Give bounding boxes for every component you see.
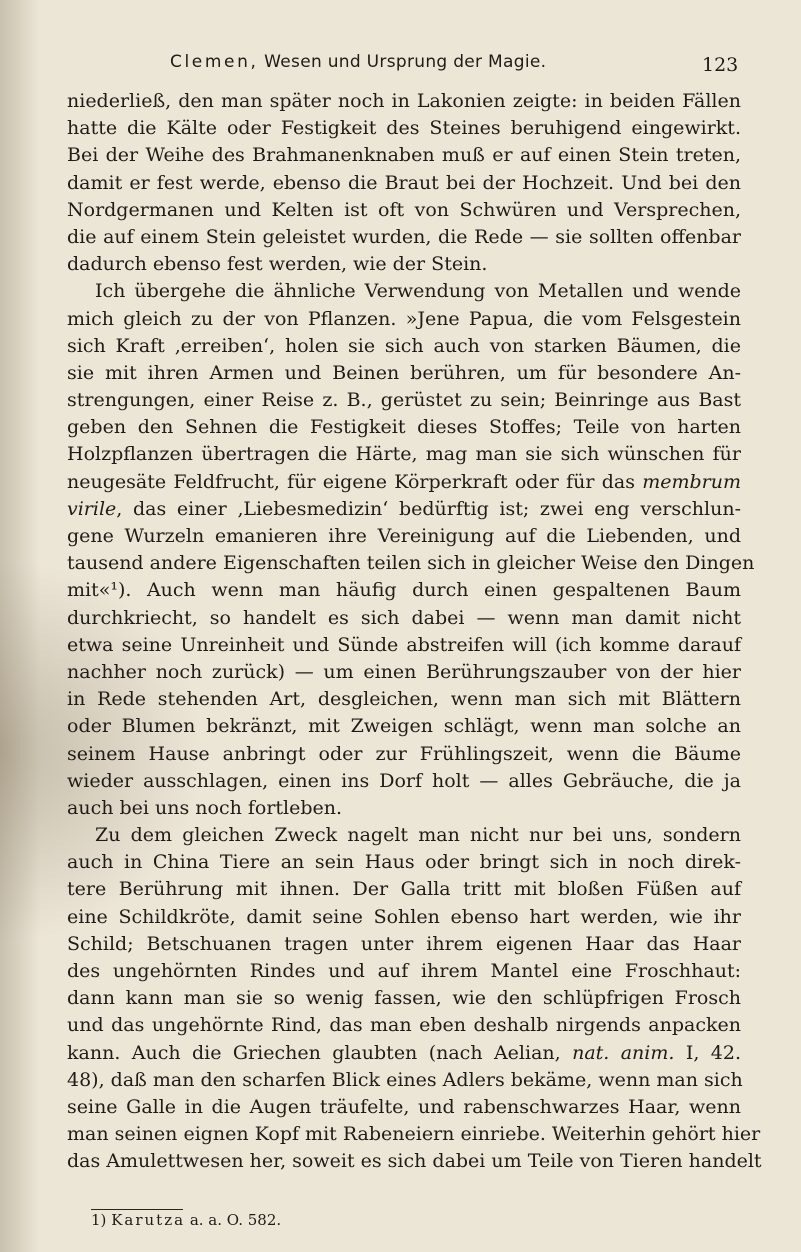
text-line: Bei der Weihe des Brahmanenknaben muß er auf einen Stein treten, <box>67 144 741 167</box>
header-author: Clemen, <box>170 52 259 72</box>
running-header <box>170 52 546 72</box>
text-line: Holzpflanzen übertragen die Härte, mag man sie sich wünschen für <box>67 443 741 466</box>
text-line: Zu dem gleichen Zweck nagelt man nicht nur bei uns, sondern <box>95 824 741 847</box>
body-text <box>67 88 762 1176</box>
text-line: mit«¹). Auch wenn man häufig durch einen gespaltenen Baum <box>67 579 741 602</box>
text-line: des ungehörnten Rindes und auf ihrem Mantel eine Froschhaut: <box>67 960 741 982</box>
text-line: mich gleich zu der von Pflanzen. »Jene Papua, die vom Felsgestein <box>67 307 741 330</box>
header-title: Wesen und Ursprung der Magie. <box>264 52 547 72</box>
text-line: auch in China Tiere an sein Haus oder bringt sich in noch direk- <box>67 851 741 874</box>
text-line: Ich übergehe die ähnliche Verwendung von Metallen und wende <box>95 280 741 303</box>
text-line: das Amulettwesen her, soweit es sich dabei um Teile von Tieren handelt <box>67 1150 762 1173</box>
text-line: die auf einem Stein geleistet wurden, die Rede — sie sollten offenbar <box>67 225 741 248</box>
text-line: oder Blumen bekränzt, mit Zweigen schlägt, wenn man solche an <box>67 715 741 738</box>
text-line: auch bei uns noch fortleben. <box>67 796 343 819</box>
text-line: in Rede stehenden Art, desgleichen, wenn man sich mit Blättern <box>67 688 741 711</box>
text-line: Nordgermanen und Kelten ist oft von Schwüren und Versprechen, <box>67 198 741 221</box>
text-line: tausend andere Eigenschaften teilen sich in gleicher Weise den Dingen <box>67 552 755 575</box>
text-line: tere Berührung mit ihnen. Der Galla tritt mit bloßen Füßen auf <box>67 878 741 901</box>
page-number: 123 <box>702 54 739 76</box>
text-line: neugesäte Feldfrucht, für eigene Körperkraft oder für das membrum <box>67 470 741 493</box>
text-line: dann kann man sie so wenig fassen, wie den schlüpfrigen Frosch <box>67 987 741 1010</box>
text-line: strengungen, einer Reise z. B., gerüstet zu sein; Beinringe aus Bast <box>67 389 741 412</box>
text-line: kann. Auch die Griechen glaubten (nach Aelian, nat. anim. I, 42. <box>67 1041 741 1064</box>
footnote-author: Karutza <box>111 1211 186 1229</box>
text-line: nachher noch zurück) — um einen Berührungszauber von der hier <box>67 660 741 683</box>
text-line: damit er fest werde, ebenso die Braut bei der Hochzeit. Und bei den <box>67 171 741 194</box>
footnote-reference: a. a. O. 582. <box>189 1211 282 1229</box>
text-line: hatte die Kälte oder Festigkeit des Steines beruhigend eingewirkt. <box>67 117 741 140</box>
text-line: seine Galle in die Augen träufelte, und rabenschwarzes Haar, wenn <box>67 1095 741 1118</box>
footnote-marker: 1) <box>91 1211 107 1229</box>
text-line: virile, das einer ‚Liebesmedizin‘ bedürftig ist; zwei eng verschlun- <box>67 497 741 520</box>
footnote-divider <box>91 1209 183 1210</box>
text-line: durchkriecht, so handelt es sich dabei — wenn man damit nicht <box>67 606 741 629</box>
text-line: eine Schildkröte, damit seine Sohlen ebenso hart werden, wie ihr <box>67 905 741 928</box>
text-line: dadurch ebenso fest werden, wie der Stein. <box>67 253 488 276</box>
text-line: sich Kraft ‚erreiben‘, holen sie sich auch von starken Bäumen, die <box>67 334 741 357</box>
footnote <box>91 1211 281 1229</box>
text-line: Schild; Betschuanen tragen unter ihrem eigenen Haar das Haar <box>67 932 741 955</box>
text-line: niederließ, den man später noch in Lakonien zeigte: in beiden Fällen <box>67 90 741 112</box>
text-line: etwa seine Unreinheit und Sünde abstreifen will (ich komme darauf <box>67 633 741 656</box>
text-line: 48), daß man den scharfen Blick eines Adlers bekäme, wenn man sich <box>67 1068 743 1091</box>
text-line: seinem Hause anbringt oder zur Frühlingszeit, wenn die Bäume <box>67 742 741 765</box>
text-line: sie mit ihren Armen und Beinen berühren, um für besondere An- <box>67 361 741 384</box>
text-line: wieder ausschlagen, einen ins Dorf holt — alles Gebräuche, die ja <box>67 769 741 792</box>
text-line: gene Wurzeln emanieren ihre Vereinigung auf die Liebenden, und <box>67 525 741 547</box>
text-line: man seinen eignen Kopf mit Rabeneiern einriebe. Weiterhin gehört hier <box>67 1123 761 1146</box>
text-line: geben den Sehnen die Festigkeit dieses Stoffes; Teile von harten <box>67 416 741 439</box>
text-line: und das ungehörnte Rind, das man eben deshalb nirgends anpacken <box>67 1014 741 1037</box>
